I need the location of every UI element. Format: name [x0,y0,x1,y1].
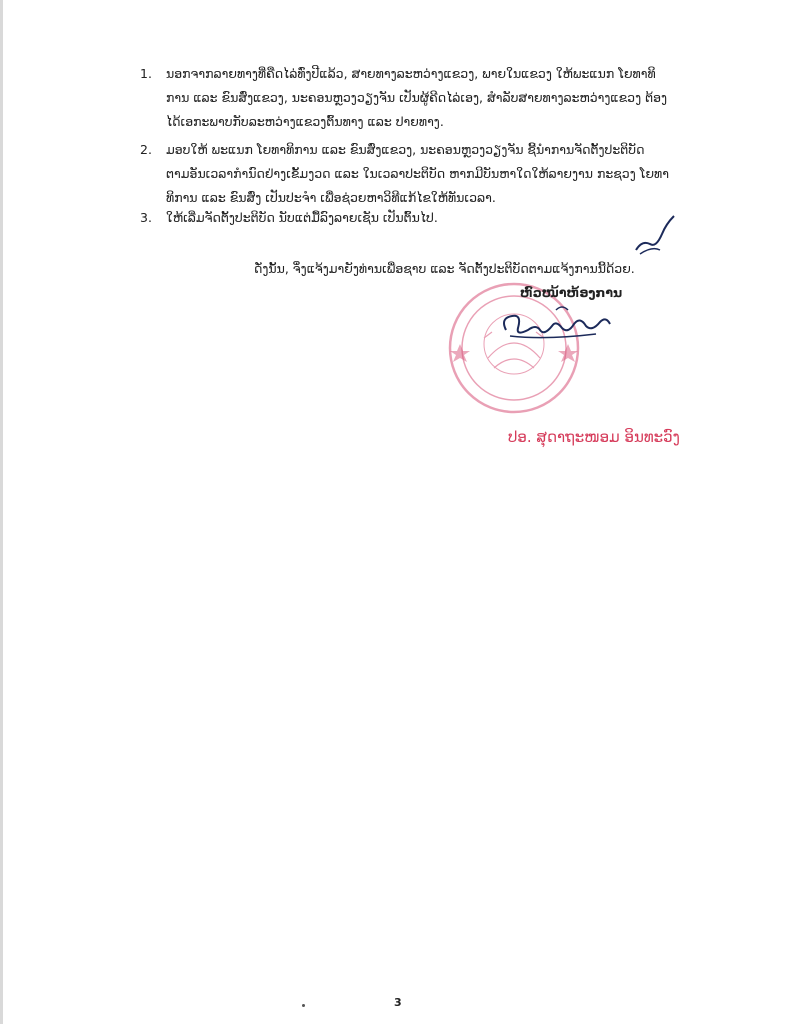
list-item-3 [140,206,705,230]
item-number: 2. [140,142,152,157]
signatory-name: ປອ. ສຸດາຖະໜອມ ອິນທະວົງ [508,428,680,446]
initial-mark-icon [630,210,680,260]
item-number: 3. [140,210,152,225]
item-line: ຕາມອັນເວລາກໍານົດຢ່າງເຂັ້ມງວດ ແລະ ໃນເວລາປະຕິບັດ ຫາກມີບັນຫາໃດໃຫ້ລາຍງານ ກະຊວງ ໂຍທາ [166,166,669,181]
item-line: ໃຫ້ເລີ່ມຈັດຕັ້ງປະຕິບັດ ນັບແຕ່ມື້ລົງລາຍເຊັນ ເປັນຕົ້ນໄປ. [166,210,438,225]
item-line: ໄດ້ເອກະພາບກັບລະຫວ່າງແຂວງຕົ້ນທາງ ແລະ ປາຍທາງ. [166,114,444,129]
page-number: 3 [394,996,402,1009]
list-item-1 [140,62,705,134]
item-line: ມອບໃຫ້ ພະແນກ ໂຍທາທິການ ແລະ ຂົນສົ່ງແຂວງ, ນະຄອນຫຼວງວຽງຈັນ ຊີ້ນໍາການຈັດຕັ້ງປະຕິບັດ [166,142,645,157]
scan-dot [302,1004,305,1007]
item-number: 1. [140,66,152,81]
item-line: ທິການ ແລະ ຂົນສົ່ງ ເປັນປະຈໍາ ເພື່ອຊ່ວຍຫາວິທີແກ້ໄຂໃຫ້ທັນເວລາ. [166,190,496,205]
closing-statement: ດັ່ງນັ້ນ, ຈຶ່ງແຈ້ງມາຍັງທ່ານເພື່ອຊາບ ແລະ ຈັດຕັ້ງປະຕິບັດຕາມແຈ້ງການນີ້ດ້ວຍ. [254,261,635,276]
signatory-title: ຫົວໜ້າຫ້ອງການ [520,285,623,300]
page-edge [0,0,3,1024]
item-line: ນອກຈາກລາຍທາງທີ່ຄືດໄລ່ທົ່ງປີແລ້ວ, ສາຍທາງລະຫວ່າງແຂວງ, ພາຍໃນແຂວງ ໃຫ້ພະແນກ ໂຍທາທິ [166,66,656,81]
list-item-2 [140,138,705,210]
handwritten-signature-icon [496,300,616,344]
item-line: ການ ແລະ ຂົນສົ່ງແຂວງ, ນະຄອນຫຼວງວຽງຈັນ ເປັນຜູ້ຄີດໄລ່ເອງ, ສໍາລັບສາຍທາງລະຫວ່າງແຂວງ ຕ້ອງ [166,90,668,105]
